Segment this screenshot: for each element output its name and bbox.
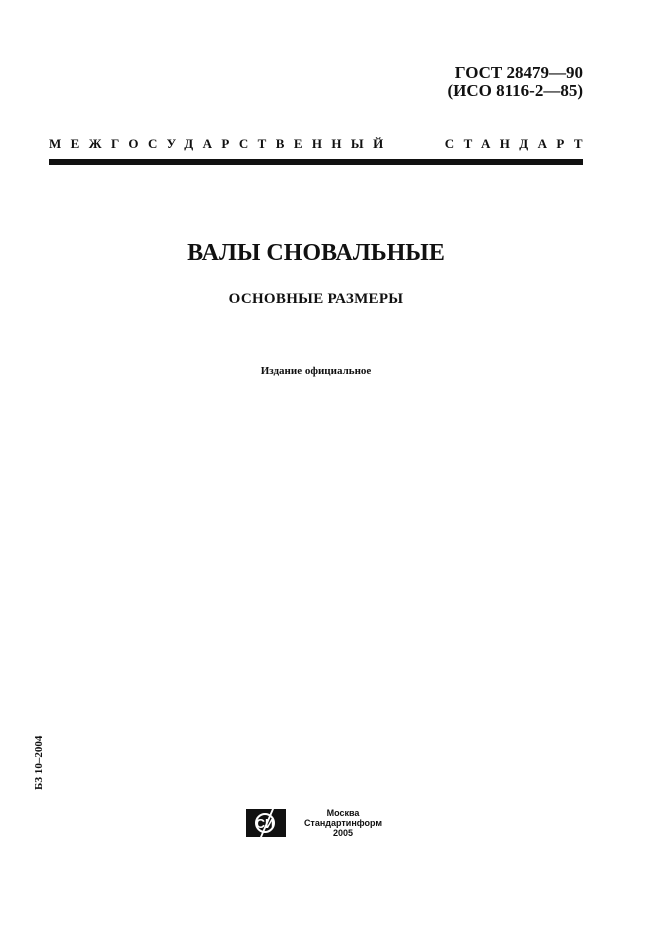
publisher-logo-icon xyxy=(246,809,286,837)
publisher-logo-text: СИ xyxy=(255,816,275,831)
header-rule xyxy=(49,159,583,165)
publisher-block xyxy=(288,808,398,838)
side-code: БЗ 10–2004 xyxy=(33,735,45,790)
publisher-city: Москва xyxy=(326,808,360,818)
iso-code: (ИСО 8116-2—85) xyxy=(447,81,583,100)
document-title: ВАЛЫ СНОВАЛЬНЫЕ xyxy=(187,240,445,266)
document-subtitle: ОСНОВНЫЕ РАЗМЕРЫ xyxy=(228,291,404,307)
header-word-standard: СТАНДАРТ xyxy=(444,136,592,151)
header-word-interstate: МЕЖГОСУДАРСТВЕННЫЙ xyxy=(49,136,393,151)
publisher-name: Стандартинформ xyxy=(303,818,383,828)
publisher-year: 2005 xyxy=(332,828,354,838)
standard-code: ГОСТ 28479—90 xyxy=(454,63,583,82)
edition-note: Издание официальное xyxy=(260,365,372,377)
